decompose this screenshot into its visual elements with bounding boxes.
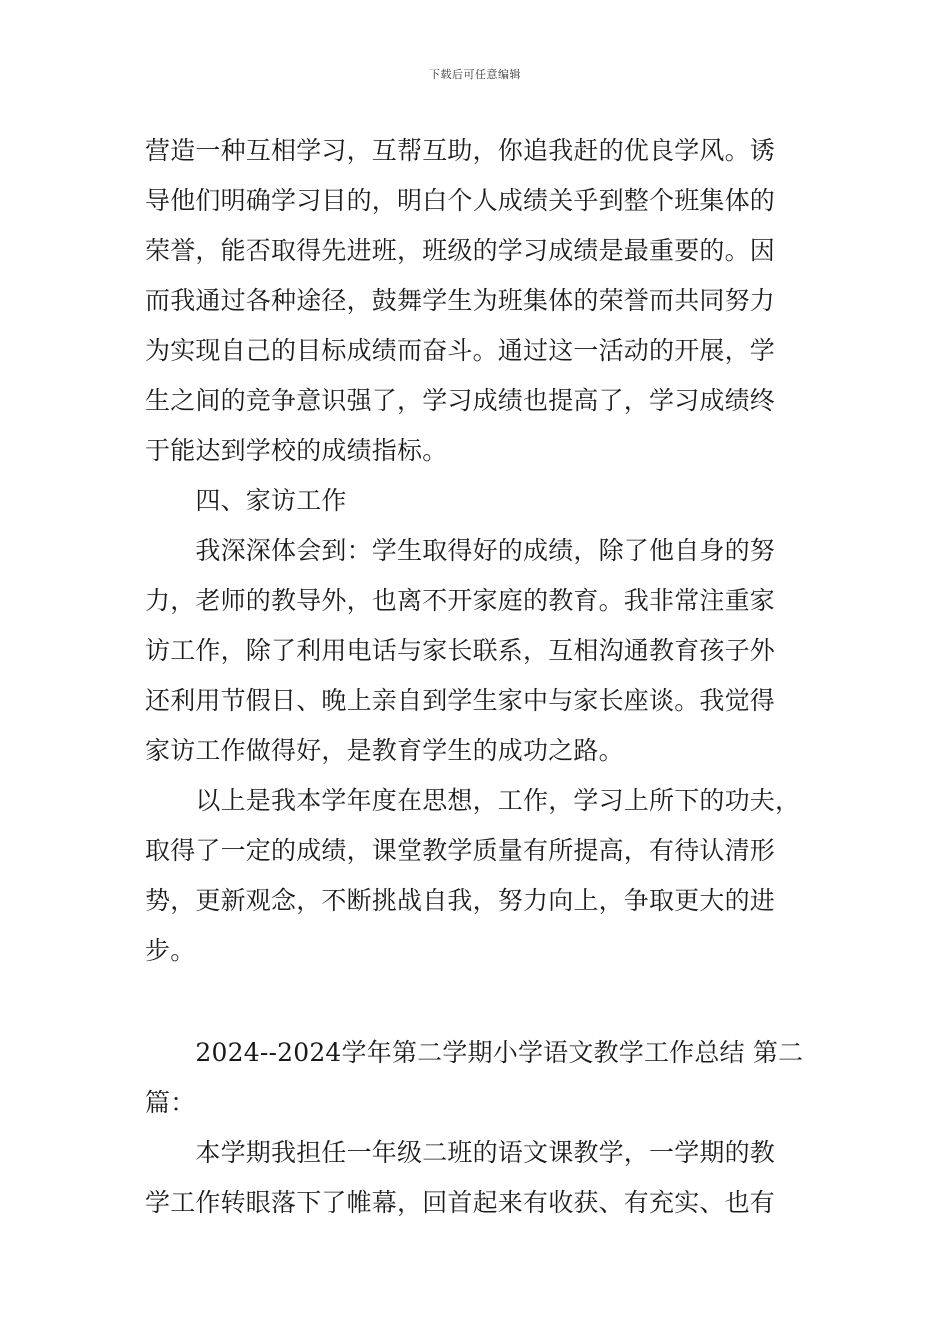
- text-line: 为实现自己的目标成绩而奋斗。通过这一活动的开展，学: [145, 336, 776, 365]
- page-header: 下载后可任意编辑: [429, 68, 521, 81]
- text-line: 而我通过各种途径，鼓舞学生为班集体的荣誉而共同努力: [145, 286, 776, 315]
- text-line: 导他们明确学习目的，明白个人成绩关乎到整个班集体的: [145, 186, 776, 215]
- text-line: 学工作转眼落下了帷幕，回首起来有收获、有充实、也有: [145, 1188, 776, 1217]
- section-heading: 四、家访工作: [145, 486, 347, 515]
- text-line: 生之间的竞争意识强了，学习成绩也提高了，学习成绩终: [145, 386, 776, 415]
- text-line: 力，老师的教导外，也离不开家庭的教育。我非常注重家: [145, 586, 776, 615]
- text-line: 营造一种互相学习，互帮互助，你追我赶的优良学风。诱: [145, 136, 776, 165]
- document-title: 2024--2024学年第二学期小学语文教学工作总结 第二: [145, 1038, 804, 1067]
- text-line: 本学期我担任一年级二班的语文课教学，一学期的教: [145, 1138, 776, 1167]
- document-title: 篇：: [145, 1088, 196, 1117]
- text-line: 家访工作做得好，是教育学生的成功之路。: [145, 736, 624, 765]
- document-body: [145, 126, 809, 1228]
- text-line: 步。: [145, 936, 196, 965]
- text-line: 荣誉，能否取得先进班，班级的学习成绩是最重要的。因: [145, 236, 776, 265]
- text-line: 还利用节假日、晚上亲自到学生家中与家长座谈。我觉得: [145, 686, 776, 715]
- text-line: 访工作，除了利用电话与家长联系，互相沟通教育孩子外: [145, 636, 776, 665]
- text-line: 以上是我本学年度在思想，工作，学习上所下的功夫，: [145, 786, 801, 815]
- text-line: 取得了一定的成绩，课堂教学质量有所提高，有待认清形: [145, 836, 776, 865]
- paragraph-gap: [145, 976, 809, 1028]
- text-line: 我深深体会到：学生取得好的成绩，除了他自身的努: [145, 536, 776, 565]
- text-line: 于能达到学校的成绩指标。: [145, 436, 448, 465]
- text-line: 势，更新观念，不断挑战自我，努力向上，争取更大的进: [145, 886, 776, 915]
